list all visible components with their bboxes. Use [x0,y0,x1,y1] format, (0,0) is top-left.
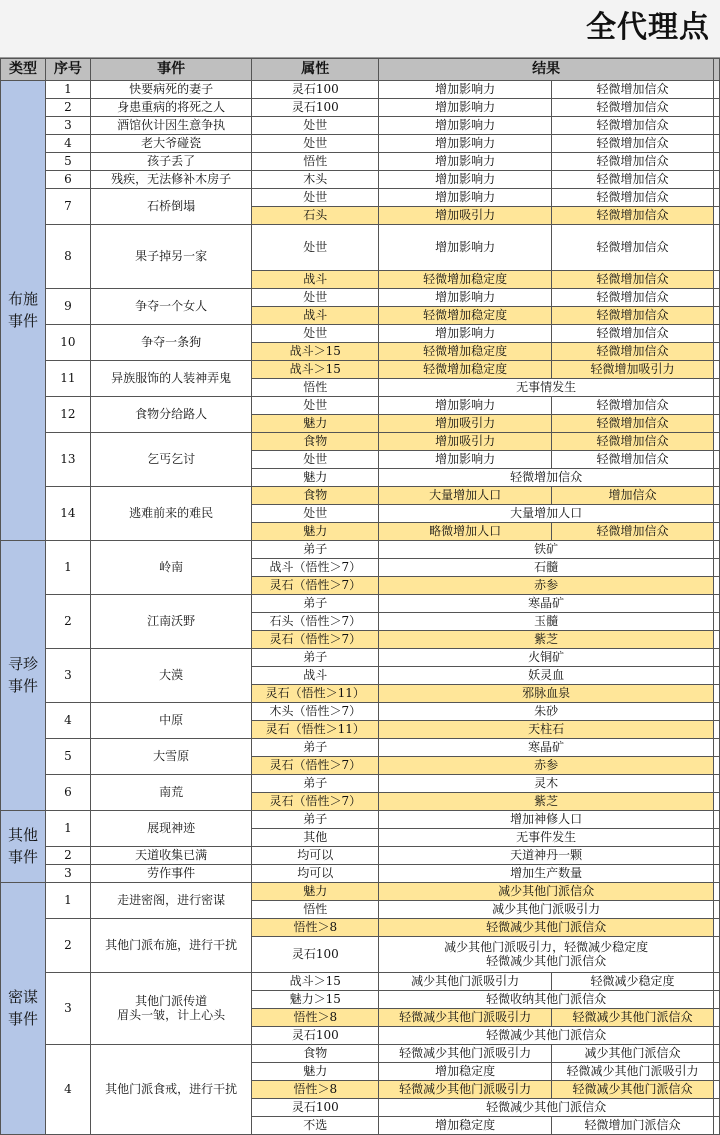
result-cell-merged: 轻微收纳其他门派信众 [379,991,714,1009]
table-row [1,739,720,757]
table-row [1,703,720,721]
result-cell-1: 轻微增加稳定度 [379,361,552,379]
seq-cell: 1 [45,883,90,919]
result-cell-1: 轻微增加稳定度 [379,343,552,361]
attr-cell: 处世 [252,117,379,135]
blank-cell [713,505,719,523]
attr-cell: 灵石（悟性＞7） [252,577,379,595]
result-cell-2: 轻微增加信众 [552,207,714,225]
event-cell: 大漠 [90,649,251,703]
blank-cell [713,225,719,271]
result-cell-1: 轻微增加稳定度 [379,271,552,289]
event-cell: 走进密阁，进行密谋 [90,883,251,919]
result-cell-1: 轻微减少其他门派吸引力 [379,1045,552,1063]
attr-cell: 灵石100 [252,1027,379,1045]
table-row [1,361,720,379]
attr-cell: 灵石（悟性＞7） [252,793,379,811]
blank-cell [713,307,719,325]
result-cell-merged: 赤参 [379,757,714,775]
result-cell-merged: 轻微减少其他门派信众 [379,1027,714,1045]
blank-cell [713,397,719,415]
blank-cell [713,865,719,883]
table-row [1,135,720,153]
result-cell-merged: 减少其他门派吸引力，轻微减少稳定度 轻微减少其他门派信众 [379,937,714,973]
result-cell-1: 增加影响力 [379,397,552,415]
attr-cell: 石头（悟性＞7） [252,613,379,631]
blank-cell [713,523,719,541]
event-table [0,58,720,1135]
result-cell-merged: 紫芝 [379,793,714,811]
seq-cell: 14 [45,487,90,541]
attr-cell: 魅力 [252,883,379,901]
seq-cell: 3 [45,117,90,135]
event-cell: 天道收集已满 [90,847,251,865]
table-row [1,171,720,189]
result-cell-2: 轻微增加信众 [552,289,714,307]
table-row [1,487,720,505]
seq-cell: 4 [45,703,90,739]
seq-cell: 1 [45,541,90,595]
attr-cell: 木头 [252,171,379,189]
result-cell-merged: 增加神修人口 [379,811,714,829]
result-cell-1: 轻微减少其他门派吸引力 [379,1081,552,1099]
seq-cell: 9 [45,289,90,325]
blank-cell [713,1045,719,1063]
attr-cell: 灵石100 [252,81,379,99]
result-cell-merged: 玉髓 [379,613,714,631]
header-seq: 序号 [45,59,90,81]
attr-cell: 均可以 [252,847,379,865]
table-row [1,189,720,207]
event-cell: 岭南 [90,541,251,595]
event-cell: 其他门派布施，进行干扰 [90,919,251,973]
attr-cell: 弟子 [252,811,379,829]
seq-cell: 11 [45,361,90,397]
blank-cell [713,793,719,811]
seq-cell: 4 [45,1045,90,1135]
event-cell: 南荒 [90,775,251,811]
result-cell-merged: 大量增加人口 [379,505,714,523]
blank-cell [713,721,719,739]
attr-cell: 悟性＞8 [252,919,379,937]
result-cell-merged: 增加生产数量 [379,865,714,883]
result-cell-1: 增加影响力 [379,117,552,135]
event-cell: 石桥倒塌 [90,189,251,225]
table-row [1,847,720,865]
event-cell: 快要病死的妻子 [90,81,251,99]
attr-cell: 战斗 [252,271,379,289]
attr-cell: 弟子 [252,595,379,613]
result-cell-merged: 赤参 [379,577,714,595]
result-cell-merged: 寒晶矿 [379,595,714,613]
event-cell: 酒馆伙计因生意争执 [90,117,251,135]
result-cell-1: 增加稳定度 [379,1117,552,1135]
seq-cell: 1 [45,81,90,99]
table-row [1,919,720,937]
seq-cell: 2 [45,99,90,117]
result-cell-merged: 邪脉血泉 [379,685,714,703]
result-cell-merged: 天柱石 [379,721,714,739]
seq-cell: 3 [45,865,90,883]
table-row [1,973,720,991]
table-row [1,289,720,307]
seq-cell: 4 [45,135,90,153]
result-cell-1: 轻微增加稳定度 [379,307,552,325]
event-cell: 劳作事件 [90,865,251,883]
title-bar [0,0,720,58]
result-cell-1: 增加吸引力 [379,415,552,433]
attr-cell: 灵石100 [252,937,379,973]
attr-cell: 魅力＞15 [252,991,379,1009]
blank-cell [713,1081,719,1099]
blank-cell [713,1117,719,1135]
attr-cell: 战斗＞15 [252,973,379,991]
attr-cell: 魅力 [252,523,379,541]
blank-cell [713,135,719,153]
blank-cell [713,207,719,225]
blank-cell [713,703,719,721]
attr-cell: 灵石100 [252,99,379,117]
result-cell-1: 减少其他门派吸引力 [379,973,552,991]
attr-cell: 木头（悟性＞7） [252,703,379,721]
blank-cell [713,1099,719,1117]
event-table-container [0,58,720,1135]
result-cell-2: 轻微增加信众 [552,171,714,189]
seq-cell: 2 [45,595,90,649]
event-cell: 展现神迹 [90,811,251,847]
attr-cell: 战斗（悟性＞7） [252,559,379,577]
result-cell-2: 轻微增加信众 [552,135,714,153]
result-cell-merged: 减少其他门派吸引力 [379,901,714,919]
event-cell: 老大爷碰瓷 [90,135,251,153]
table-body [1,81,720,1135]
result-cell-2: 轻微增加信众 [552,81,714,99]
result-cell-merged: 轻微增加信众 [379,469,714,487]
result-cell-1: 增加影响力 [379,81,552,99]
seq-cell: 3 [45,973,90,1045]
event-cell: 中原 [90,703,251,739]
attr-cell: 魅力 [252,1063,379,1081]
blank-cell [713,117,719,135]
table-row [1,541,720,559]
blank-cell [713,667,719,685]
type-cell: 布施事件 [1,81,46,541]
result-cell-2: 轻微减少其他门派信众 [552,1009,714,1027]
result-cell-2: 轻微减少其他门派吸引力 [552,1063,714,1081]
result-cell-2: 轻微增加信众 [552,415,714,433]
result-cell-2: 轻微增加信众 [552,117,714,135]
blank-cell [713,973,719,991]
table-row [1,595,720,613]
result-cell-merged: 减少其他门派信众 [379,883,714,901]
table-row [1,153,720,171]
attr-cell: 悟性 [252,153,379,171]
result-cell-1: 增加稳定度 [379,1063,552,1081]
attr-cell: 弟子 [252,739,379,757]
result-cell-1: 轻微减少其他门派吸引力 [379,1009,552,1027]
result-cell-1: 增加吸引力 [379,433,552,451]
seq-cell: 7 [45,189,90,225]
seq-cell: 5 [45,739,90,775]
header-type: 类型 [1,59,46,81]
attr-cell: 处世 [252,451,379,469]
blank-cell [713,541,719,559]
blank-cell [713,487,719,505]
blank-cell [713,451,719,469]
blank-cell [713,99,719,117]
attr-cell: 灵石（悟性＞7） [252,631,379,649]
blank-cell [713,361,719,379]
result-cell-2: 轻微增加吸引力 [552,361,714,379]
event-cell: 大雪原 [90,739,251,775]
blank-cell [713,343,719,361]
blank-cell [713,1027,719,1045]
attr-cell: 灵石（悟性＞11） [252,721,379,739]
blank-cell [713,577,719,595]
table-row [1,433,720,451]
result-cell-2: 轻微减少其他门派信众 [552,1081,714,1099]
result-cell-2: 轻微减少稳定度 [552,973,714,991]
seq-cell: 2 [45,847,90,865]
header-result: 结果 [379,59,714,81]
attr-cell: 战斗＞15 [252,343,379,361]
result-cell-2: 增加信众 [552,487,714,505]
seq-cell: 8 [45,225,90,289]
blank-cell [713,595,719,613]
type-cell: 其他事件 [1,811,46,883]
result-cell-merged: 寒晶矿 [379,739,714,757]
table-row [1,225,720,271]
attr-cell: 灵石（悟性＞11） [252,685,379,703]
blank-cell [713,171,719,189]
result-cell-1: 增加影响力 [379,451,552,469]
seq-cell: 2 [45,919,90,973]
result-cell-2: 轻微增加信众 [552,271,714,289]
blank-cell [713,811,719,829]
table-row [1,117,720,135]
result-cell-2: 轻微增加信众 [552,343,714,361]
result-cell-1: 略微增加人口 [379,523,552,541]
attr-cell: 弟子 [252,541,379,559]
table-row [1,99,720,117]
result-cell-2: 轻微增加信众 [552,433,714,451]
event-cell: 孩子丢了 [90,153,251,171]
result-cell-merged: 无事情发生 [379,379,714,397]
seq-cell: 6 [45,171,90,189]
event-cell: 争夺一个女人 [90,289,251,325]
table-row [1,325,720,343]
result-cell-2: 轻微增加信众 [552,99,714,117]
event-cell: 逃难前来的难民 [90,487,251,541]
event-cell: 果子掉另一家 [90,225,251,289]
attr-cell: 灵石（悟性＞7） [252,757,379,775]
result-cell-2: 轻微增加信众 [552,189,714,207]
event-cell: 残疾，无法修补木房子 [90,171,251,189]
blank-cell [713,775,719,793]
seq-cell: 13 [45,433,90,487]
blank-cell [713,271,719,289]
blank-cell [713,559,719,577]
blank-cell [713,1009,719,1027]
blank-cell [713,883,719,901]
seq-cell: 1 [45,811,90,847]
attr-cell: 处世 [252,325,379,343]
table-row [1,865,720,883]
result-cell-2: 轻微增加信众 [552,451,714,469]
attr-cell: 战斗＞15 [252,361,379,379]
seq-cell: 5 [45,153,90,171]
blank-cell [713,153,719,171]
blank-cell [713,613,719,631]
result-cell-merged: 轻微减少其他门派信众 [379,919,714,937]
table-row [1,649,720,667]
result-cell-2: 轻微增加信众 [552,325,714,343]
result-cell-2: 轻微增加信众 [552,523,714,541]
result-cell-2: 轻微增加门派信众 [552,1117,714,1135]
table-row [1,1045,720,1063]
result-cell-2: 轻微增加信众 [552,153,714,171]
attr-cell: 处世 [252,189,379,207]
event-cell: 食物分给路人 [90,397,251,433]
blank-cell [713,757,719,775]
result-cell-2: 轻微增加信众 [552,397,714,415]
blank-cell [713,289,719,307]
blank-cell [713,649,719,667]
attr-cell: 食物 [252,1045,379,1063]
attr-cell: 不选 [252,1117,379,1135]
event-cell: 异族服饰的人装神弄鬼 [90,361,251,397]
attr-cell: 魅力 [252,469,379,487]
attr-cell: 处世 [252,225,379,271]
blank-cell [713,469,719,487]
blank-cell [713,415,719,433]
blank-cell [713,433,719,451]
blank-cell [713,1063,719,1081]
result-cell-1: 增加影响力 [379,225,552,271]
attr-cell: 悟性＞8 [252,1081,379,1099]
event-cell: 其他门派食戒，进行干扰 [90,1045,251,1135]
blank-cell [713,685,719,703]
blank-cell [713,991,719,1009]
attr-cell: 悟性＞8 [252,1009,379,1027]
result-cell-1: 大量增加人口 [379,487,552,505]
attr-cell: 食物 [252,487,379,505]
event-cell: 其他门派传道 眉头一皱，计上心头 [90,973,251,1045]
header-event: 事件 [90,59,251,81]
attr-cell: 处世 [252,289,379,307]
blank-cell [713,379,719,397]
blank-cell [713,739,719,757]
result-cell-1: 增加影响力 [379,135,552,153]
blank-cell [713,901,719,919]
result-cell-merged: 灵木 [379,775,714,793]
result-cell-1: 增加影响力 [379,289,552,307]
result-cell-2: 轻微增加信众 [552,225,714,271]
page-title: 全代理点 [586,10,710,45]
header-blank [713,59,719,81]
type-cell: 密谋事件 [1,883,46,1135]
table-row [1,883,720,901]
result-cell-merged: 紫芝 [379,631,714,649]
attr-cell: 悟性 [252,379,379,397]
result-cell-1: 增加吸引力 [379,207,552,225]
attr-cell: 均可以 [252,865,379,883]
event-cell: 江南沃野 [90,595,251,649]
blank-cell [713,325,719,343]
attr-cell: 其他 [252,829,379,847]
table-row [1,775,720,793]
event-cell: 争夺一条狗 [90,325,251,361]
blank-cell [713,189,719,207]
result-cell-1: 增加影响力 [379,99,552,117]
blank-cell [713,81,719,99]
result-cell-merged: 天道神丹一颗 [379,847,714,865]
attr-cell: 弟子 [252,775,379,793]
result-cell-1: 增加影响力 [379,189,552,207]
blank-cell [713,847,719,865]
result-cell-merged: 铁矿 [379,541,714,559]
seq-cell: 6 [45,775,90,811]
blank-cell [713,919,719,937]
seq-cell: 3 [45,649,90,703]
blank-cell [713,631,719,649]
type-cell: 寻珍事件 [1,541,46,811]
attr-cell: 处世 [252,397,379,415]
blank-cell [713,829,719,847]
result-cell-merged: 妖灵血 [379,667,714,685]
result-cell-merged: 石髓 [379,559,714,577]
attr-cell: 魅力 [252,415,379,433]
result-cell-2: 减少其他门派信众 [552,1045,714,1063]
attr-cell: 处世 [252,135,379,153]
attr-cell: 悟性 [252,901,379,919]
result-cell-merged: 火铜矿 [379,649,714,667]
table-row [1,81,720,99]
seq-cell: 12 [45,397,90,433]
table-row [1,811,720,829]
attr-cell: 石头 [252,207,379,225]
blank-cell [713,937,719,973]
header-attr: 属性 [252,59,379,81]
table-row [1,397,720,415]
result-cell-merged: 朱砂 [379,703,714,721]
attr-cell: 战斗 [252,667,379,685]
result-cell-1: 增加影响力 [379,153,552,171]
seq-cell: 10 [45,325,90,361]
result-cell-merged: 轻微减少其他门派信众 [379,1099,714,1117]
event-cell: 身患重病的将死之人 [90,99,251,117]
result-cell-1: 增加影响力 [379,171,552,189]
result-cell-1: 增加影响力 [379,325,552,343]
result-cell-2: 轻微增加信众 [552,307,714,325]
event-cell: 乞丐乞讨 [90,433,251,487]
attr-cell: 灵石100 [252,1099,379,1117]
attr-cell: 处世 [252,505,379,523]
attr-cell: 食物 [252,433,379,451]
header-row [1,59,720,81]
result-cell-merged: 无事件发生 [379,829,714,847]
attr-cell: 弟子 [252,649,379,667]
attr-cell: 战斗 [252,307,379,325]
